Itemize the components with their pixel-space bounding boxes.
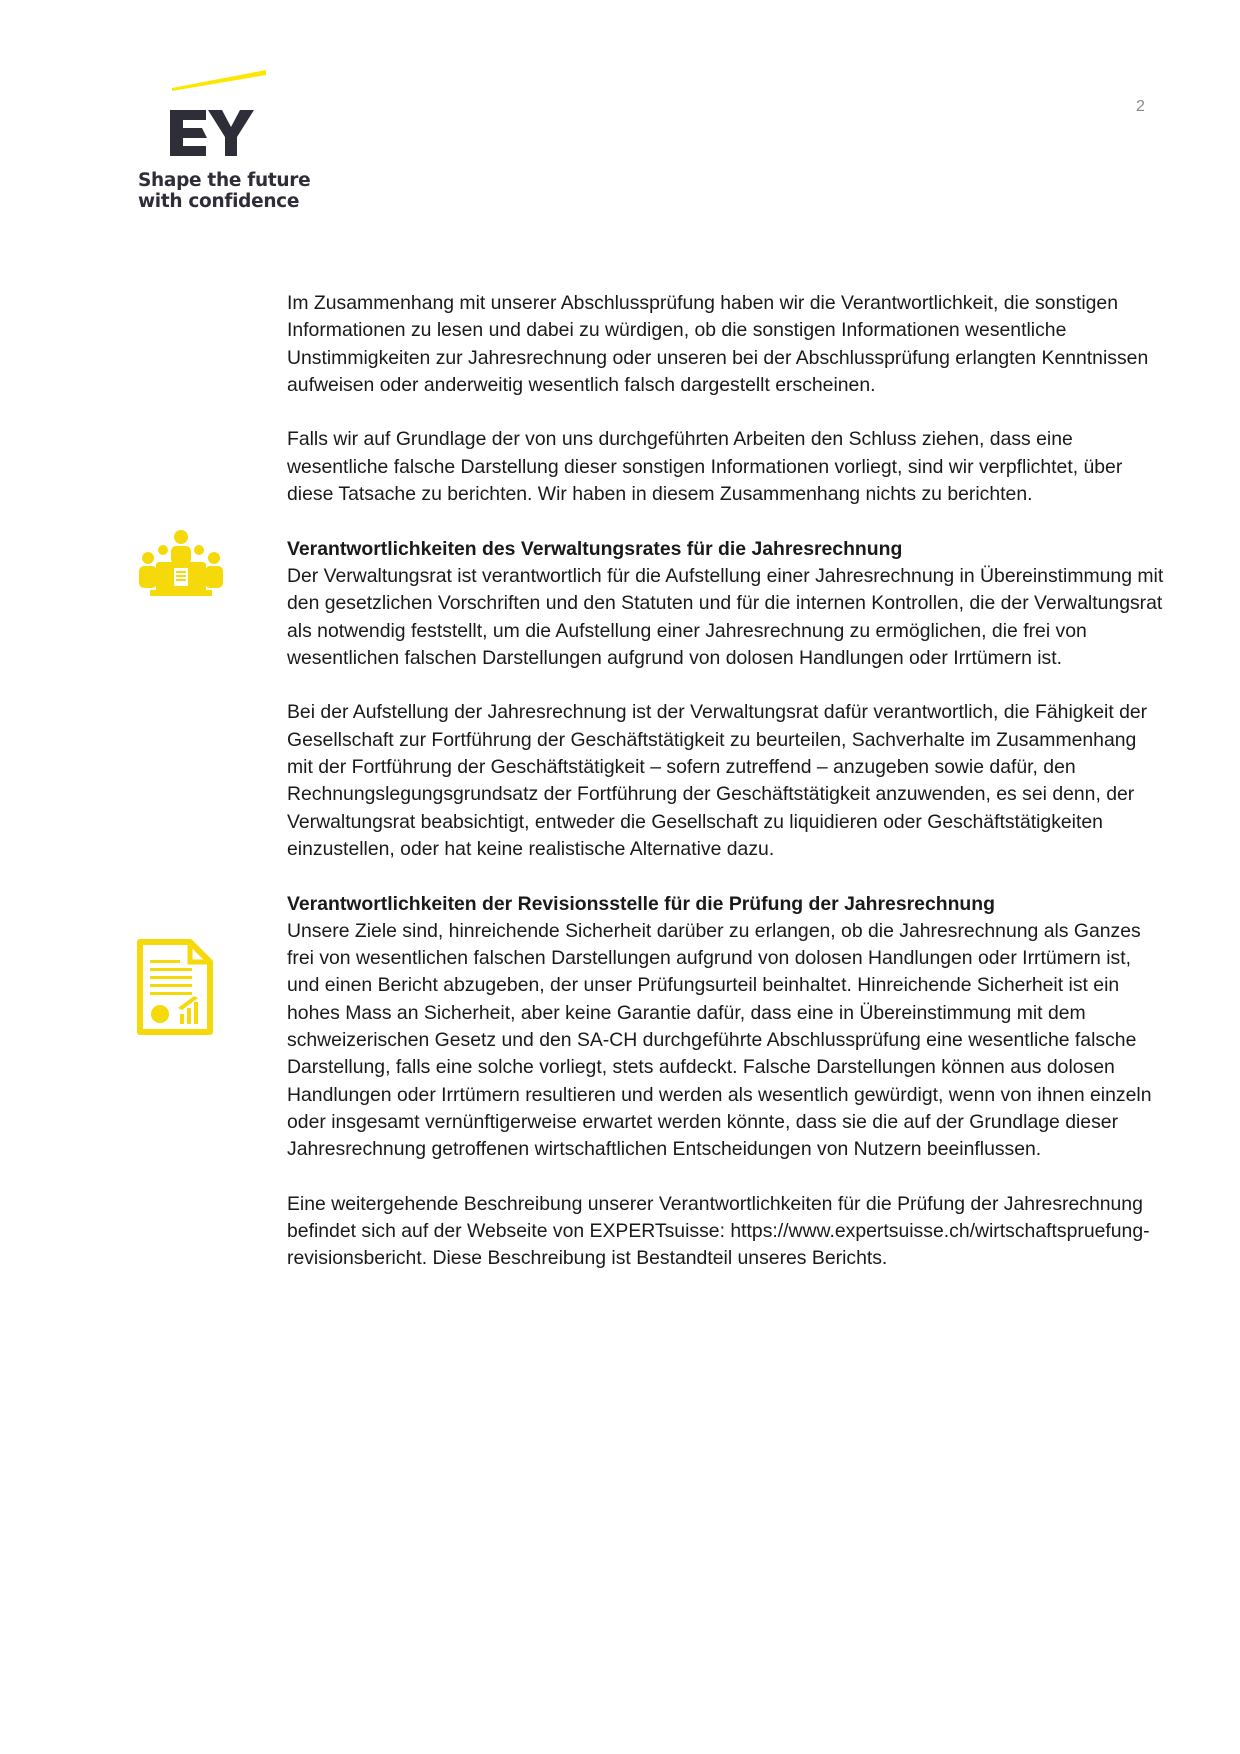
- paragraph-audit-objectives: Unsere Ziele sind, hinreichende Sicherheit darüber zu erlangen, ob die Jahresrechnung als Ganzes frei von wesentlichen falschen Darstellungen aufgrund von dolosen Handlungen oder Irrtümern ist, und einen Bericht abzugeben, der unser Prüfungsurteil beinhaltet. Hinreichende Sicherheit ist ein hohes Mass an Sicherheit, aber keine Garantie dafür, dass eine in Übereinstimmung mit dem schweizerischen Gesetz und den SA-CH durchgeführte Abschlussprüfung eine wesentliche falsche Darstellung, falls eine solche vorliegt, stets aufdeckt. Falsche Darstellungen können aus dolosen Handlungen oder Irrtümern resultieren und werden als wesentlich gewürdigt, wenn von ihnen einzeln oder insgesamt vernünftigerweise erwartet werden könnte, dass sie die auf der Grundlage dieser Jahresrechnung getroffenen wirtschaftlichen Entscheidungen von Nutzern beeinflussen.: [287, 919, 1152, 1161]
- section-heading-auditor: Verantwortlichkeiten der Revisionsstelle für die Prüfung der Jahresrechnung: [287, 892, 995, 915]
- section-board-responsibilities: [287, 536, 1167, 864]
- paragraph-going-concern: Bei der Aufstellung der Jahresrechnung ist der Verwaltungsrat dafür verantwortlich, die Fähigkeit der Gesellschaft zur Fortführung der Geschäftstätigkeit zu beurteilen, Sachverhalte im Zusammenhang mit der Fortführung der Geschäftstätigkeit – sofern zutreffend – anzugeben sowie dafür, den Rechnungslegungsgrundsatz der Fortführung der Geschäftstätigkeit anzuwenden, es sei denn, der Verwaltungsrat beabsichtigt, entweder die Gesellschaft zu liquidieren oder Geschäftstätigkeiten einzustellen, oder hat keine realistische Alternative dazu.: [287, 701, 1148, 860]
- tagline-line-2: with confidence: [138, 191, 300, 212]
- document-body: [287, 290, 1167, 1300]
- logo-tagline: [138, 170, 310, 212]
- ey-logo-mark: [136, 66, 286, 166]
- page-number: 2: [1136, 98, 1145, 115]
- paragraph-further-description: Eine weitergehende Beschreibung unserer Verantwortlichkeiten für die Prüfung der Jahresrechnung befindet sich auf der Webseite von EXPERTsuisse: https://www.expertsuisse.ch/wirtschaftspruefung-revisionsbericht. Diese Beschreibung ist Bestandteil unseres Berichts.: [287, 1192, 1150, 1270]
- paragraph-reporting-obligation: Falls wir auf Grundlage der von uns durchgeführten Arbeiten den Schluss ziehen, dass eine wesentliche falsche Darstellung dieser sonstigen Informationen vorliegt, sind wir verpflichtet, über diese Tatsache zu berichten. Wir haben in diesem Zusammenhang nichts zu berichten.: [287, 428, 1123, 506]
- tagline-line-1: Shape the future: [138, 170, 311, 191]
- section-heading-board: Verantwortlichkeiten des Verwaltungsrates für die Jahresrechnung: [287, 537, 903, 560]
- paragraph-other-information: Im Zusammenhang mit unserer Abschlussprüfung haben wir die Verantwortlichkeit, die sonstigen Informationen zu lesen und dabei zu würdigen, ob die sonstigen Informationen wesentliche Unstimmigkeiten zur Jahresrechnung oder unseren bei der Abschlussprüfung erlangten Kenntnissen aufweisen oder anderweitig wesentlich falsch dargestellt erscheinen.: [287, 292, 1149, 396]
- meeting-table-icon: [136, 528, 226, 605]
- section-auditor-responsibilities: [287, 891, 1167, 1273]
- paragraph-board-responsibility: Der Verwaltungsrat ist verantwortlich für die Aufstellung einer Jahresrechnung in Übereinstimmung mit den gesetzlichen Vorschriften und den Statuten und für die internen Kontrollen, die der Verwaltungsrat als notwendig feststellt, um die Aufstellung einer Jahresrechnung zu ermöglichen, die frei von wesentlichen falschen Darstellungen aufgrund von dolosen Handlungen oder Irrtümern ist.: [287, 564, 1164, 669]
- report-document-icon: [136, 938, 214, 1041]
